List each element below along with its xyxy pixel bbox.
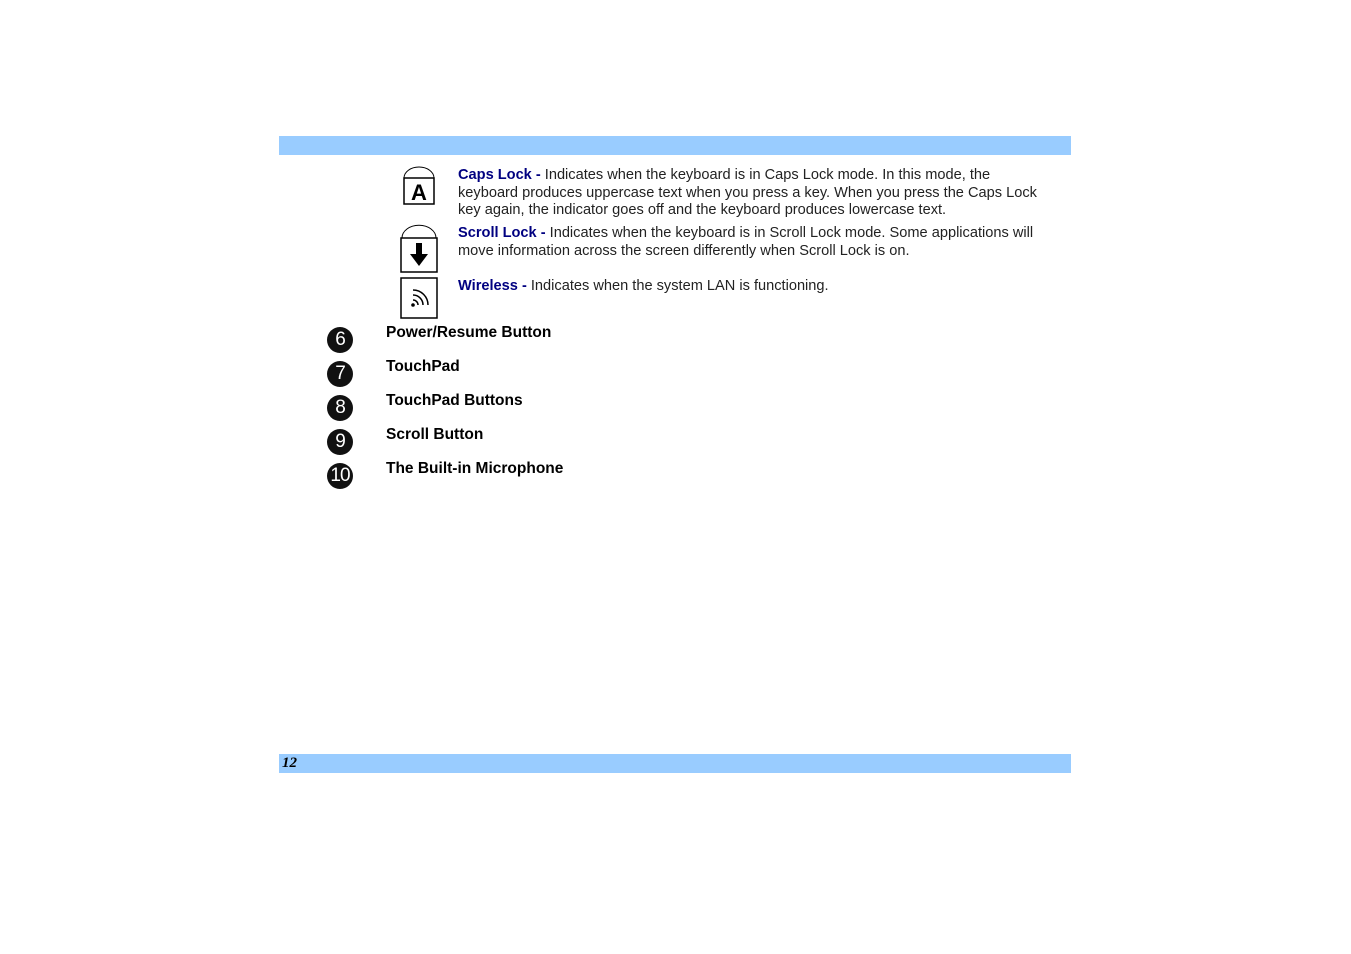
number-7-icon: 7 bbox=[327, 361, 353, 387]
page-number: 12 bbox=[282, 755, 297, 771]
wireless-icon bbox=[399, 276, 439, 320]
item-label-power-resume-button: Power/Resume Button bbox=[386, 324, 552, 341]
number-9-icon: 9 bbox=[327, 429, 353, 455]
number-8-icon: 8 bbox=[327, 395, 353, 421]
item-label-touchpad-buttons: TouchPad Buttons bbox=[386, 392, 523, 409]
item-label-scroll-button: Scroll Button bbox=[386, 426, 484, 443]
number-10-icon: 10 bbox=[327, 463, 353, 489]
scroll-lock-description bbox=[458, 225, 1048, 260]
scroll-lock-text: Indicates when the keyboard is in Scroll Lock mode. Some applications will move information across the screen differently when Scroll Lock is on. bbox=[458, 225, 1034, 259]
scroll-lock-term: Scroll Lock - bbox=[458, 225, 546, 241]
footer-band bbox=[279, 754, 1071, 773]
number-6-icon: 6 bbox=[327, 327, 353, 353]
wireless-term: Wireless - bbox=[458, 278, 527, 294]
caps-lock-description bbox=[458, 167, 1048, 220]
header-band bbox=[279, 136, 1071, 155]
item-label-touchpad: TouchPad bbox=[386, 358, 460, 375]
svg-text:A: A bbox=[411, 180, 427, 205]
wireless-text: Indicates when the system LAN is functioning. bbox=[526, 278, 829, 294]
caps-lock-text: Indicates when the keyboard is in Caps Lock mode. In this mode, the keyboard produces uppercase text when you press a key. When you press the Caps Lock key again, the indicator goes off and the keyboard produces lowercase text. bbox=[458, 167, 1037, 219]
caps-lock-term: Caps Lock - bbox=[458, 167, 541, 183]
caps-lock-icon bbox=[399, 166, 439, 206]
scroll-lock-icon bbox=[399, 224, 439, 274]
wireless-description bbox=[458, 278, 1048, 296]
item-label-built-in-microphone: The Built-in Microphone bbox=[386, 460, 564, 477]
